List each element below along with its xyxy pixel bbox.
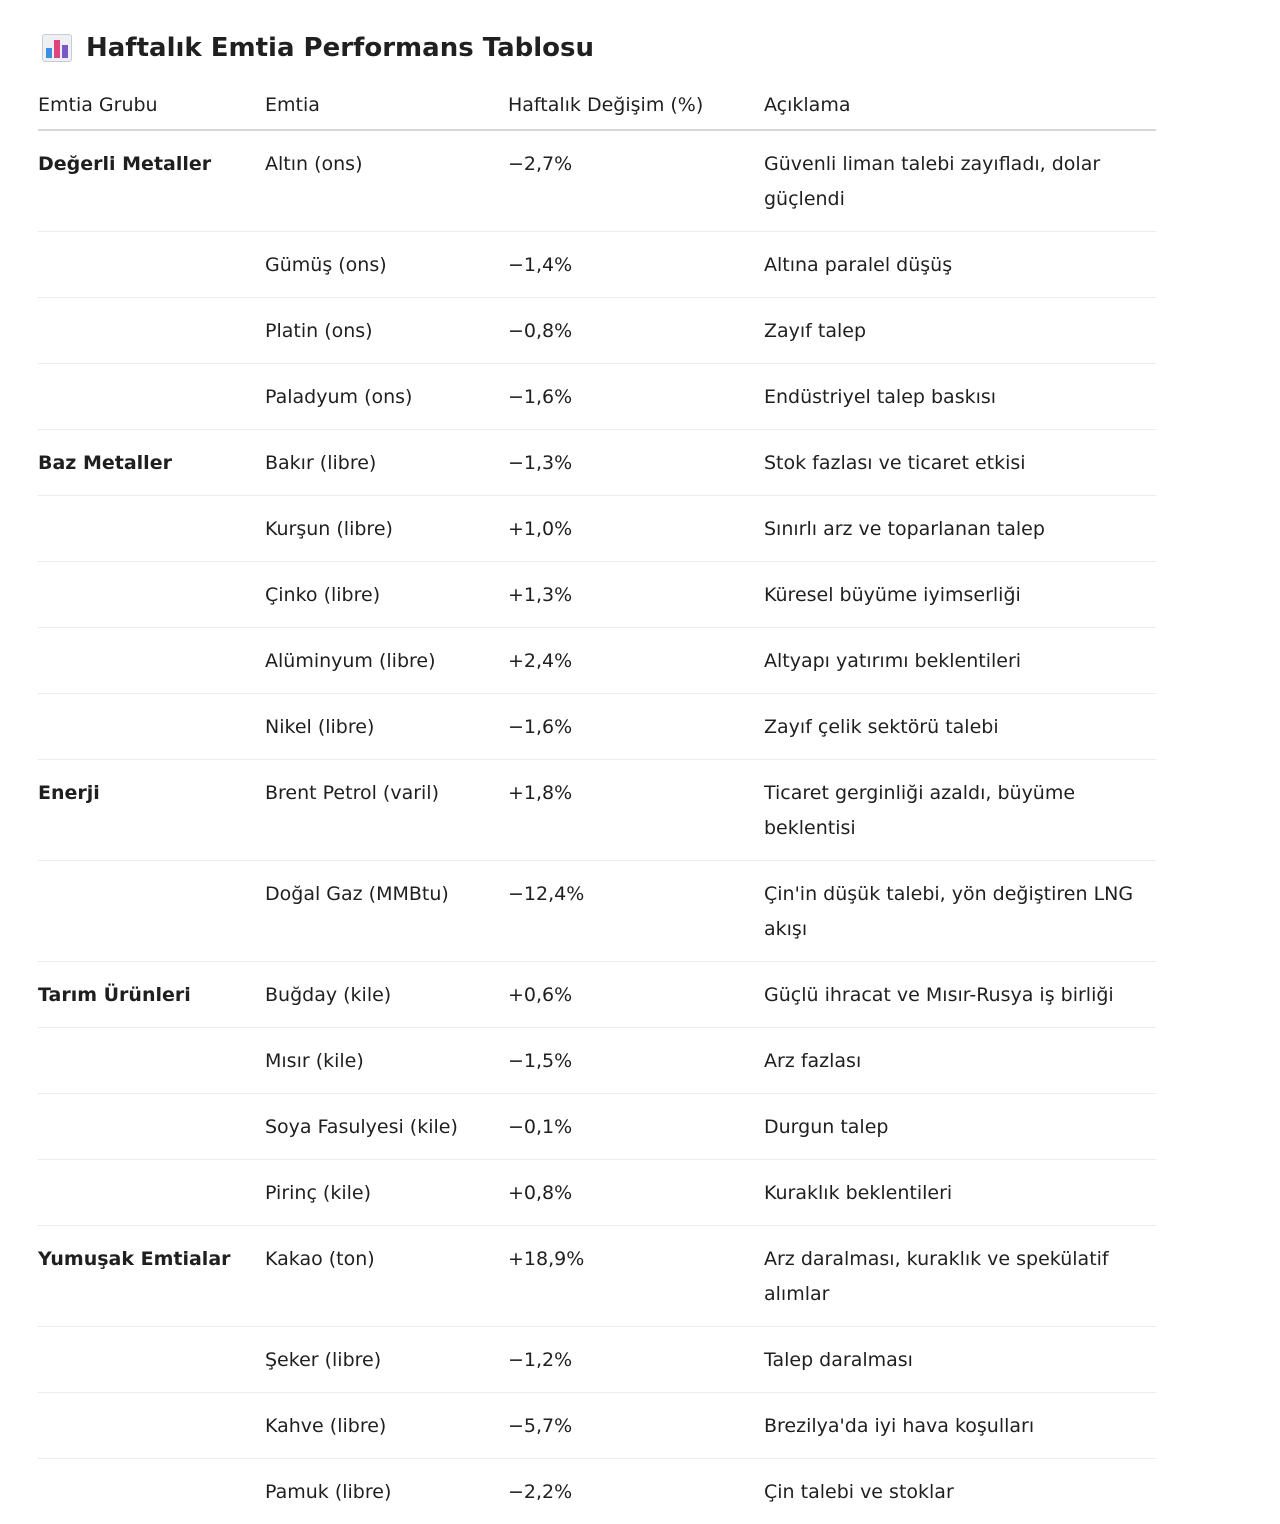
commodity-cell-text: Doğal Gaz (MMBtu) bbox=[265, 861, 508, 926]
header-group: Emtia Grubu bbox=[38, 80, 265, 130]
change-cell-text: −1,5% bbox=[508, 1028, 764, 1093]
group-cell bbox=[38, 130, 265, 232]
group-cell bbox=[38, 628, 265, 694]
header-change: Haftalık Değişim (%) bbox=[508, 80, 764, 130]
note-cell bbox=[764, 1160, 1156, 1226]
note-cell-text: Talep daralması bbox=[764, 1327, 1156, 1392]
commodity-cell bbox=[265, 364, 508, 430]
note-cell bbox=[764, 628, 1156, 694]
commodity-cell-text: Kurşun (libre) bbox=[265, 496, 508, 561]
change-cell bbox=[508, 760, 764, 861]
commodity-cell-text: Gümüş (ons) bbox=[265, 232, 508, 297]
change-cell-text: −1,2% bbox=[508, 1327, 764, 1392]
commodity-cell-text: Soya Fasulyesi (kile) bbox=[265, 1094, 508, 1159]
commodity-cell-text: Nikel (libre) bbox=[265, 694, 508, 759]
change-cell-text: +0,6% bbox=[508, 962, 764, 1027]
group-cell-text bbox=[38, 1393, 265, 1423]
table-row bbox=[38, 130, 1156, 232]
commodity-cell bbox=[265, 562, 508, 628]
commodity-cell-text: Altın (ons) bbox=[265, 131, 508, 196]
commodity-cell-text: Pirinç (kile) bbox=[265, 1160, 508, 1225]
commodity-cell-text: Çinko (libre) bbox=[265, 562, 508, 627]
change-cell-text: −2,7% bbox=[508, 131, 764, 196]
group-cell-text bbox=[38, 861, 265, 891]
table-row bbox=[38, 430, 1156, 496]
group-cell-text: Baz Metaller bbox=[38, 430, 265, 495]
group-cell bbox=[38, 1094, 265, 1160]
table-row bbox=[38, 760, 1156, 861]
note-cell bbox=[764, 1094, 1156, 1160]
commodity-cell bbox=[265, 628, 508, 694]
change-cell bbox=[508, 628, 764, 694]
commodity-cell-text: Pamuk (libre) bbox=[265, 1459, 508, 1524]
change-cell bbox=[508, 1226, 764, 1327]
group-cell bbox=[38, 962, 265, 1028]
change-cell-text: +2,4% bbox=[508, 628, 764, 693]
change-cell-text: −12,4% bbox=[508, 861, 764, 926]
group-cell bbox=[38, 1393, 265, 1459]
commodity-cell bbox=[265, 1160, 508, 1226]
note-cell-text: Kuraklık beklentileri bbox=[764, 1160, 1156, 1225]
change-cell-text: −1,3% bbox=[508, 430, 764, 495]
note-cell-text: Arz fazlası bbox=[764, 1028, 1156, 1093]
change-cell-text: −0,1% bbox=[508, 1094, 764, 1159]
commodity-cell-text: Mısır (kile) bbox=[265, 1028, 508, 1093]
note-cell-text: Brezilya'da iyi hava koşulları bbox=[764, 1393, 1156, 1458]
table-body bbox=[38, 130, 1156, 1524]
note-cell-text: Sınırlı arz ve toparlanan talep bbox=[764, 496, 1156, 561]
change-cell bbox=[508, 1160, 764, 1226]
note-cell-text: Ticaret gerginliği azaldı, büyüme beklentisi bbox=[764, 760, 1156, 860]
commodity-cell bbox=[265, 1459, 508, 1524]
group-cell-text bbox=[38, 1327, 265, 1357]
group-cell-text bbox=[38, 1028, 265, 1058]
table-header-row bbox=[38, 80, 1156, 130]
note-cell-text: Altyapı yatırımı beklentileri bbox=[764, 628, 1156, 693]
change-cell-text: +0,8% bbox=[508, 1160, 764, 1225]
commodity-cell-text: Kahve (libre) bbox=[265, 1393, 508, 1458]
change-cell bbox=[508, 1028, 764, 1094]
header-note: Açıklama bbox=[764, 80, 1156, 130]
group-cell-text bbox=[38, 1160, 265, 1190]
note-cell bbox=[764, 1028, 1156, 1094]
table-row bbox=[38, 1028, 1156, 1094]
change-cell-text: −2,2% bbox=[508, 1459, 764, 1524]
note-cell bbox=[764, 760, 1156, 861]
group-cell-text bbox=[38, 364, 265, 394]
change-cell bbox=[508, 298, 764, 364]
commodity-cell-text: Alüminyum (libre) bbox=[265, 628, 508, 693]
note-cell bbox=[764, 694, 1156, 760]
change-cell-text: +1,0% bbox=[508, 496, 764, 561]
table-row bbox=[38, 1226, 1156, 1327]
note-cell-text: Stok fazlası ve ticaret etkisi bbox=[764, 430, 1156, 495]
group-cell bbox=[38, 1160, 265, 1226]
note-cell bbox=[764, 861, 1156, 962]
change-cell bbox=[508, 861, 764, 962]
note-cell bbox=[764, 1393, 1156, 1459]
change-cell-text: −1,4% bbox=[508, 232, 764, 297]
note-cell bbox=[764, 1226, 1156, 1327]
group-cell-text: Tarım Ürünleri bbox=[38, 962, 265, 1027]
commodity-cell bbox=[265, 298, 508, 364]
commodity-cell bbox=[265, 962, 508, 1028]
table-row bbox=[38, 1160, 1156, 1226]
change-cell bbox=[508, 430, 764, 496]
change-cell bbox=[508, 1393, 764, 1459]
note-cell-text: Zayıf çelik sektörü talebi bbox=[764, 694, 1156, 759]
commodity-cell bbox=[265, 1393, 508, 1459]
change-cell bbox=[508, 364, 764, 430]
bar-chart-icon bbox=[42, 34, 72, 62]
commodity-cell bbox=[265, 1094, 508, 1160]
table-row bbox=[38, 562, 1156, 628]
change-cell bbox=[508, 496, 764, 562]
page-title: Haftalık Emtia Performans Tablosu bbox=[86, 33, 594, 63]
note-cell-text: Zayıf talep bbox=[764, 298, 1156, 363]
group-cell bbox=[38, 861, 265, 962]
change-cell bbox=[508, 1094, 764, 1160]
commodity-cell-text: Platin (ons) bbox=[265, 298, 508, 363]
commodity-cell-text: Buğday (kile) bbox=[265, 962, 508, 1027]
commodity-cell bbox=[265, 694, 508, 760]
change-cell-text: +18,9% bbox=[508, 1226, 764, 1291]
commodity-cell bbox=[265, 1028, 508, 1094]
table-row bbox=[38, 694, 1156, 760]
note-cell-text: Çin'in düşük talebi, yön değiştiren LNG akışı bbox=[764, 861, 1156, 961]
group-cell bbox=[38, 562, 265, 628]
note-cell bbox=[764, 1459, 1156, 1524]
table-row bbox=[38, 1393, 1156, 1459]
commodity-cell-text: Şeker (libre) bbox=[265, 1327, 508, 1392]
note-cell-text: Endüstriyel talep baskısı bbox=[764, 364, 1156, 429]
group-cell-text: Değerli Metaller bbox=[38, 131, 265, 196]
group-cell bbox=[38, 496, 265, 562]
change-cell-text: −1,6% bbox=[508, 694, 764, 759]
note-cell bbox=[764, 496, 1156, 562]
page-title-container bbox=[42, 28, 594, 68]
commodity-table bbox=[38, 80, 1156, 1524]
note-cell-text: Durgun talep bbox=[764, 1094, 1156, 1159]
group-cell-text: Yumuşak Emtialar bbox=[38, 1226, 265, 1291]
note-cell bbox=[764, 298, 1156, 364]
commodity-cell bbox=[265, 430, 508, 496]
group-cell-text bbox=[38, 298, 265, 328]
group-cell-text: Enerji bbox=[38, 760, 265, 825]
group-cell-text bbox=[38, 562, 265, 592]
table-row bbox=[38, 628, 1156, 694]
group-cell bbox=[38, 1459, 265, 1524]
note-cell-text: Arz daralması, kuraklık ve spekülatif alımlar bbox=[764, 1226, 1156, 1326]
note-cell bbox=[764, 962, 1156, 1028]
table-row bbox=[38, 496, 1156, 562]
group-cell-text bbox=[38, 628, 265, 658]
table-row bbox=[38, 962, 1156, 1028]
group-cell bbox=[38, 1327, 265, 1393]
note-cell-text: Altına paralel düşüş bbox=[764, 232, 1156, 297]
note-cell bbox=[764, 430, 1156, 496]
commodity-cell bbox=[265, 861, 508, 962]
table-row bbox=[38, 1094, 1156, 1160]
change-cell-text: +1,8% bbox=[508, 760, 764, 825]
change-cell bbox=[508, 232, 764, 298]
commodity-cell bbox=[265, 130, 508, 232]
commodity-cell bbox=[265, 232, 508, 298]
note-cell-text: Küresel büyüme iyimserliği bbox=[764, 562, 1156, 627]
change-cell-text: +1,3% bbox=[508, 562, 764, 627]
note-cell bbox=[764, 562, 1156, 628]
note-cell bbox=[764, 232, 1156, 298]
group-cell bbox=[38, 694, 265, 760]
note-cell-text: Çin talebi ve stoklar bbox=[764, 1459, 1156, 1524]
table-row bbox=[38, 232, 1156, 298]
group-cell-text bbox=[38, 694, 265, 724]
change-cell bbox=[508, 694, 764, 760]
commodity-cell bbox=[265, 760, 508, 861]
note-cell bbox=[764, 1327, 1156, 1393]
table-row bbox=[38, 298, 1156, 364]
group-cell-text bbox=[38, 1459, 265, 1489]
commodity-cell-text: Kakao (ton) bbox=[265, 1226, 508, 1291]
group-cell bbox=[38, 1028, 265, 1094]
table-row bbox=[38, 1459, 1156, 1524]
group-cell-text bbox=[38, 1094, 265, 1124]
commodity-cell bbox=[265, 1226, 508, 1327]
group-cell bbox=[38, 760, 265, 861]
group-cell bbox=[38, 298, 265, 364]
change-cell bbox=[508, 1459, 764, 1524]
change-cell-text: −5,7% bbox=[508, 1393, 764, 1458]
commodity-cell bbox=[265, 1327, 508, 1393]
header-commodity: Emtia bbox=[265, 80, 508, 130]
commodity-cell-text: Bakır (libre) bbox=[265, 430, 508, 495]
commodity-cell bbox=[265, 496, 508, 562]
note-cell-text: Güvenli liman talebi zayıfladı, dolar güçlendi bbox=[764, 131, 1156, 231]
table-row bbox=[38, 1327, 1156, 1393]
table-row bbox=[38, 364, 1156, 430]
group-cell bbox=[38, 430, 265, 496]
group-cell bbox=[38, 232, 265, 298]
change-cell bbox=[508, 130, 764, 232]
group-cell bbox=[38, 1226, 265, 1327]
change-cell-text: −0,8% bbox=[508, 298, 764, 363]
change-cell bbox=[508, 962, 764, 1028]
group-cell-text bbox=[38, 496, 265, 526]
change-cell-text: −1,6% bbox=[508, 364, 764, 429]
note-cell-text: Güçlü ihracat ve Mısır-Rusya iş birliği bbox=[764, 962, 1156, 1027]
change-cell bbox=[508, 1327, 764, 1393]
group-cell bbox=[38, 364, 265, 430]
group-cell-text bbox=[38, 232, 265, 262]
commodity-cell-text: Brent Petrol (varil) bbox=[265, 760, 508, 825]
commodity-cell-text: Paladyum (ons) bbox=[265, 364, 508, 429]
note-cell bbox=[764, 364, 1156, 430]
table-row bbox=[38, 861, 1156, 962]
note-cell bbox=[764, 130, 1156, 232]
change-cell bbox=[508, 562, 764, 628]
